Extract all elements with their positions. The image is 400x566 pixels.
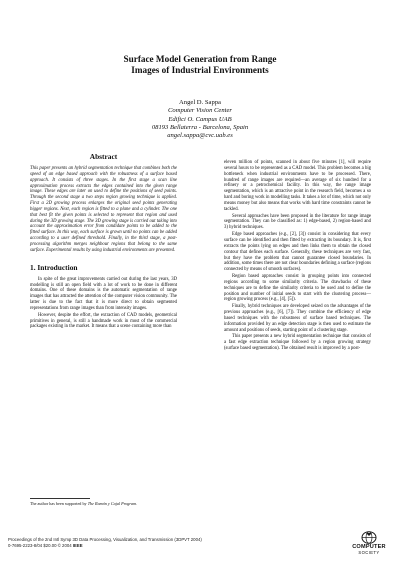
computer-society-logo — [346, 531, 392, 561]
footnote-divider — [30, 498, 90, 499]
affiliation-line: Edifici O. Campus UAB — [168, 115, 232, 123]
abstract-heading: Abstract — [89, 152, 118, 161]
page-footer — [8, 537, 308, 549]
logo-text-bottom: SOCIETY — [358, 550, 380, 555]
footer-proceedings: Proceedings of the 2nd Intl Symp 3D Data Processing, Visualization, and Transmission (3DPVT 2004) — [8, 537, 202, 542]
body-paragraph: Region based approaches consist in grouping points into connected regions according to some similarity criteria. The drawbacks of these techniques are to define the similarity criteria to be used and to define the position and number of initial seeds to start with the clustering process—region growing process (e.g., [4], [5]). — [224, 274, 371, 303]
body-paragraph: Finally, hybrid techniques are developed seized on the advantages of the previous approaches (e.g., [6], [7]). They combine the efficiency of edge based techniques with the robustness of surface based techniques. The information provided by an edge detection stage is then used to estimate the amount and positions of seeds, starting point of a clustering stage. — [224, 304, 371, 333]
body-paragraph: This paper presents a new hybrid segmentation technique that consists of a fast edge extraction technique followed by a region growing strategy (surface based segmentation). The obtained result is improved by a post- — [224, 334, 371, 352]
author-name: Angel D. Sappa — [179, 99, 221, 106]
author-email: angel.sappa@cvc.uab.es — [167, 132, 233, 140]
logo-text-top: COMPUTER — [352, 544, 386, 550]
body-paragraph: Several approaches have been proposed in the literature for range image segmentation. They can be classified as: 1) edge-based, 2) region-based and 3) hybrid techniques. — [224, 213, 371, 231]
introduction-heading: 1. Introduction — [30, 262, 78, 272]
right-column — [224, 160, 371, 353]
footnote — [30, 501, 190, 506]
author-block — [100, 99, 300, 140]
intro-paragraph: However, despite the effort, the extraction of CAD models, geometrical primitives in general, is still a handmade work in most of the commercial packages existing in the market. It means that a scene containing more than — [30, 312, 177, 330]
paper-title-line: Surface Model Generation from Range — [123, 54, 277, 64]
footnote-end: . — [136, 501, 138, 506]
footnote-text: The author has been supported by — [30, 501, 88, 506]
computer-society-emblem-icon — [361, 531, 377, 544]
affiliation-line: Computer Vision Center — [168, 107, 232, 115]
affiliation-line: 08193 Bellaterra - Barcelona, Spain — [151, 123, 249, 131]
abstract-text: This paper presents an hybrid segmentation technique that combines both the speed of an edge based approach with the robustness of a surface based approach. It consists of three stages. In the first stage a scan line approximation process extracts the edges contained into the given range image. These edges are later on used to define the positions of seed points. Through the second stage a two steps region growing technique is applied. First a 2D growing process enlarges the original seed points generating bigger regions. Next, each region is fitted to a plane and a cylinder. The one that best fit the given points is selected to represent that region and used during the 3D growing stage. The 3D growing stage is carried out taking into account the approximation error from candidate points to be added to the fitted surface. In this way, each surface is grown until no points can be added according to a user defined threshold. Finally, in the third stage, a post-processing algorithm merges neighbour regions that belong to the same surface. Experimental results by using industrial environments are presented. — [30, 166, 177, 253]
footnote-program: The Ramón y Cajal Program — [87, 501, 137, 506]
footer-isbn-text: 0-7695-2223-8/04 $20.00 © 2004 — [8, 543, 73, 548]
paper-title-line: Images of Industrial Environments — [131, 65, 269, 75]
paper-title — [40, 54, 360, 76]
left-column — [30, 152, 177, 331]
body-paragraph: Edge based approaches (e.g., [2], [3]) consist in considering that every surface can be identified and then fitted by extracting its boundary. It is, first extracts the points lying on edges and then links them to obtain the closed contour that defines each surface. Generally, these techniques are very fast, but they have the problem that cannot guarantee closed boundaries. In addition, some times there are not clear boundaries defining a surface (regions connected by means of smooth surfaces). — [224, 232, 371, 273]
intro-paragraph: In spite of the great improvements carried out during the last years, 3D modelling is still an open field with a lot of work to be done in different domains. One of these domains is the automatic segmentation of range images that has attracted the attention of the computer vision community. The latter is due to the fact that it is more direct to obtain segmented representations from range images than from intensity images. — [30, 276, 177, 311]
footer-isbn — [8, 543, 308, 549]
body-paragraph: eleven million of points, scanned in about five minutes [1], will require several hours to be represented as a CAD model. This problem becomes a big bottleneck when industrial environments have to be processed. There, hundred of range images are required—an average of six hundred for a refinery or a petrochemical facility. In this way, the range image segmentation, which is an attractive point in the research field, becomes a so hard and boring work in modelling tasks. It takes a lot of time, which not only means money but also means that works with hard time constraints cannot be tackled. — [224, 160, 371, 212]
footer-ieee: IEEE — [72, 543, 83, 548]
